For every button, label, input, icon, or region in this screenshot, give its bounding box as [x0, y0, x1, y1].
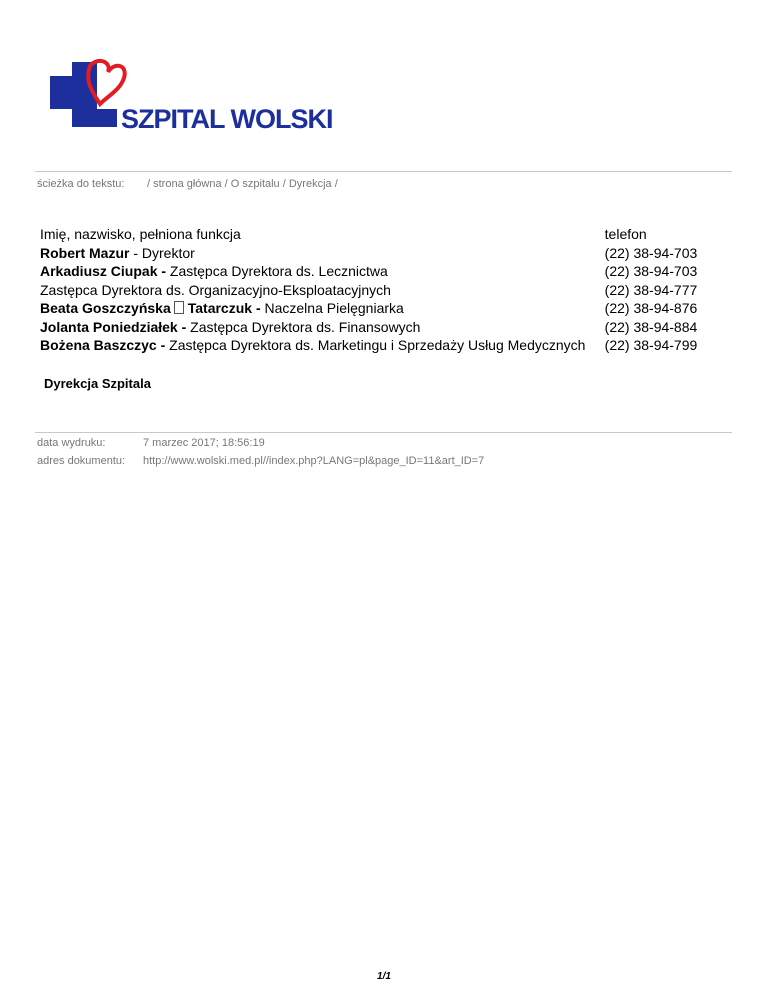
person-name: Arkadiusz Ciupak - — [40, 263, 170, 279]
table-row — [40, 262, 700, 281]
person-phone: (22) 38-94-703 — [604, 263, 698, 279]
table-row — [40, 244, 700, 263]
person-role: - Dyrektor — [129, 244, 195, 261]
person-phone: (22) 38-94-884 — [604, 318, 698, 335]
breadcrumb-label: ścieżka do tekstu: — [37, 178, 125, 190]
document-address-label: adres dokumentu: — [37, 455, 126, 467]
logo-blue-square-bottom — [72, 109, 117, 127]
top-divider — [35, 171, 732, 172]
person-name: Jolanta Poniedziałek - — [40, 318, 191, 335]
person-role: Zastępca Dyrektora ds. Organizacyjno-Eksploatacyjnych — [40, 281, 391, 298]
print-date — [37, 437, 265, 449]
directorate-table — [40, 225, 700, 355]
page-number: 1/1 — [377, 971, 391, 982]
table-row — [40, 336, 700, 355]
person-phone: (22) 38-94-703 — [604, 244, 698, 261]
breadcrumb-path: / strona główna / O szpitalu / Dyrekcja / — [147, 178, 338, 190]
person-name: Bożena Baszczyc - — [40, 337, 170, 353]
print-date-label: data wydruku: — [37, 437, 106, 449]
person-role: Zastępca Dyrektora ds. Marketingu i Sprzedaży Usług Medycznych — [169, 337, 586, 353]
person-name: Robert Mazur — [40, 244, 130, 261]
person-role: Zastępca Dyrektora ds. Finansowych — [190, 318, 421, 335]
person-role: Zastępca Dyrektora ds. Lecznictwa — [169, 263, 388, 279]
logo-blue-square-tall — [72, 62, 97, 109]
missing-glyph-icon — [174, 301, 184, 314]
person-phone: (22) 38-94-799 — [604, 337, 698, 353]
table-row — [40, 299, 700, 318]
person-phone: (22) 38-94-876 — [604, 300, 698, 316]
person-role: Naczelna Pielęgniarka — [264, 300, 404, 316]
header-name: Imię, nazwisko, pełniona funkcja — [40, 226, 241, 242]
logo-blue-square-left — [50, 76, 72, 109]
logo-graphic — [50, 58, 380, 133]
header-phone: telefon — [604, 226, 647, 242]
breadcrumb — [37, 178, 338, 190]
table-row — [40, 318, 700, 337]
document-address — [37, 455, 485, 467]
person-name: Beata Goszczyńska — [40, 300, 171, 316]
logo-text: SZPITAL WOLSKI — [121, 104, 333, 133]
table-row — [40, 281, 700, 300]
hospital-logo — [50, 58, 380, 133]
section-title: Dyrekcja Szpitala — [44, 376, 151, 391]
person-name-second: Tatarczuk - — [187, 300, 265, 316]
person-phone: (22) 38-94-777 — [604, 281, 698, 298]
document-address-link[interactable]: http://www.wolski.med.pl//index.php?LANG=pl&page_ID=11&art_ID=7 — [143, 455, 485, 467]
bottom-divider — [35, 432, 732, 433]
print-date-value: 7 marzec 2017; 18:56:19 — [143, 437, 265, 449]
table-header-row — [40, 225, 700, 244]
